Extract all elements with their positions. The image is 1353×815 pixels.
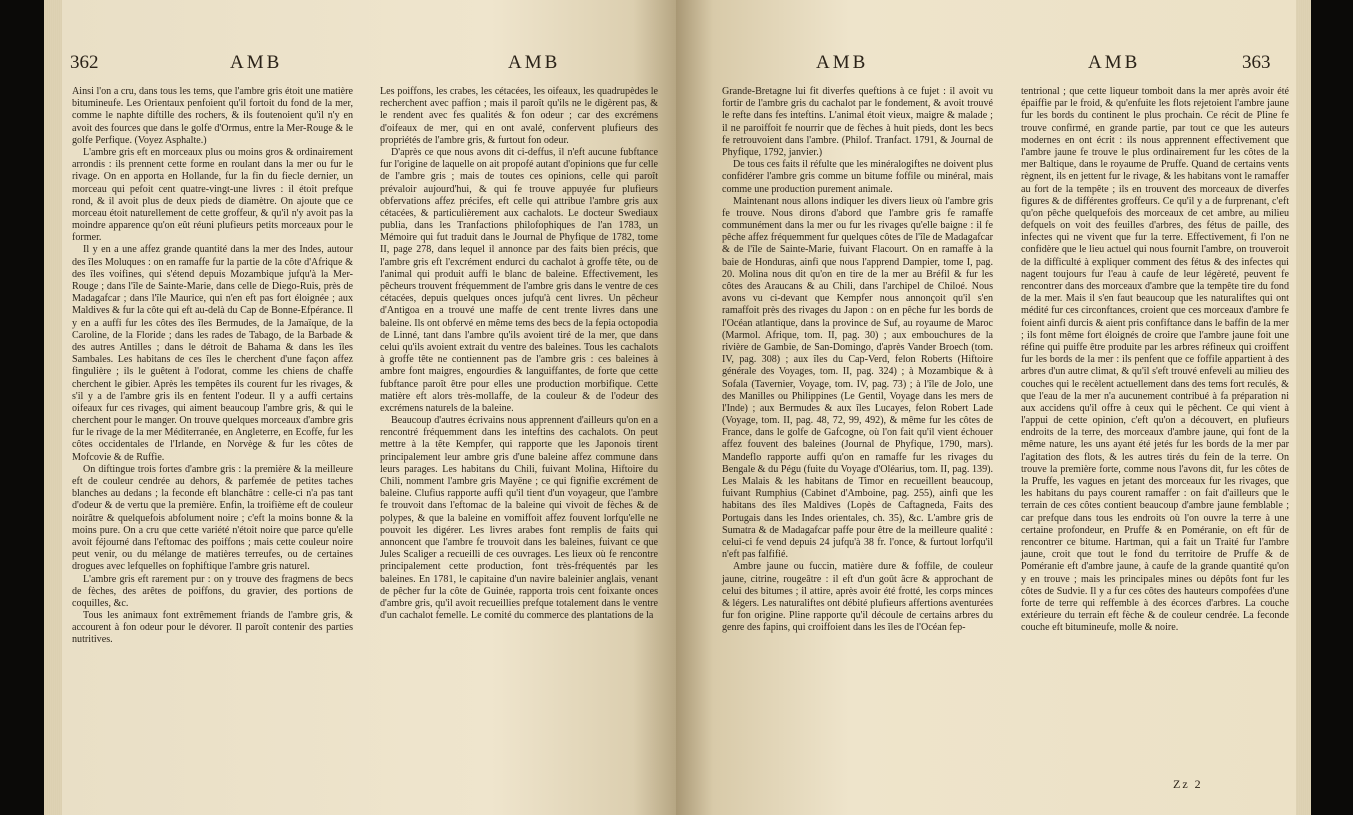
paragraph: D'après ce que nous avons dit ci-deffus, il n'eft aucune fubftance fur l'origine de laquelle on ait propofé autant d'opinions que fur celle de l'ambre gris ; mais de toutes ces opinions, celle qui paroît prévaloir aujourd'hui, & qui fe trouve appuyée fur plufieurs obfervations affez précifes, eft celle qui attribue l'ambre gris aux cétacées, & particulièrement aux cachalots. Le docteur Swediaux publia, dans les Tranfactions philofophiques de l'an 1783, un Mémoire qui fut traduit dans le Journal de Phyfique de 1782, tome II, page 278, dans lequel il annonce par des faits bien précis, que l'ambre gris eft l'excrément endurci du cachalot à groffe tête, ou de l'animal qui produit auffi le blanc de baleine. Effectivement, les pêcheurs trouvent fréquemment de l'ambre gris dans le ventre de ces cétacées, depuis quelques onces jufqu'à cent livres. Un pêcheur d'Antigoa en a trouvé une maffe de cent trente livres dans une baleine. Ils ont obfervé en même tems des becs de la fepia octopodia de Linné, tant dans l'ambre qu'ils avoient tiré de la mer, que dans celui qu'ils avoient extrait du ventre des baleines. Tous les cachalots à groffe tête ne contiennent pas de l'ambre gris : ces baleines à ambre font maigres, engourdies & languiffantes, de forte que cette fubftance paroît être pour elles une production morbifique. Cette matière eft alors très-mollaffe, de la couleur & de l'odeur des excrémens naturels de la baleine. (380, 146, 658, 414)
paragraph: Ambre jaune ou fuccin, matière dure & foffile, de couleur jaune, citrine, rougeâtre : il eft d'un goût âcre & approchant de celui des bitumes ; il attire, après avoir été frotté, les corps minces & légers. Les naturaliftes ont débité plufieurs affertions aventurées fur fon origine. Pline rapporte qu'il découle de certains arbres du genre des fapins, qui croiffoient dans les îles de l'Océan fep- (722, 561, 993, 634)
running-head: AMB (230, 52, 283, 73)
running-head: AMB (816, 52, 869, 73)
paragraph: De tous ces faits il réfulte que les minéralogiftes ne doivent plus confidérer l'ambre gris comme un bitume foffile ou minéral, mais comme une production purement animale. (722, 159, 993, 195)
paragraph: Il y en a une affez grande quantité dans la mer des Indes, autour des îles Moluques : on en ramaffe fur la partie de la côte d'Afrique & des îles voifines, qui s'étend depuis Mozambique jufqu'à la Mer-Rouge ; dans l'île de Sainte-Marie, dans celle de Diego-Ruis, près de Madagafcar ; dans l'île Maurice, qui n'en eft pas fort éloignée ; aux Maldives & fur la côte qui eft au-delà du Cap de Bonne-Efpérance. Il y en a auffi fur les côtes des îles Bermudes, de la Jamaïque, de la Caroline, de la Floride ; dans les rades de Tabago, de la Barbade & des autres Antilles ; dans le détroit de Bahama & dans les îles Sambales. Les habitans de ces îles le cherchent d'une façon affez fingulière ; ils le guêtent à l'odorat, comme les chiens de chaffe cherchent le gibier. Après les tempêtes ils courent fur les rivages, & s'il y a de l'ambre gris ils en fentent l'odeur. Il y a auffi certains oifeaux fur ces rivages, qui aiment beaucoup l'ambre gris, & qui le cherchent pour le manger. On trouve quelques morceaux d'ambre gris fur le rivage de la mer Méditerranée, en Angleterre, en Ecoffe, fur les côtes occidentales de l'Irlande, en Norvège & fur les côtes de Mofcovie & de Ruffie. (72, 244, 353, 463)
paragraph: L'ambre gris eft rarement pur : on y trouve des fragmens de becs de fèches, des arêtes de poiffons, du gravier, des portions de coquilles, &c. (72, 573, 353, 609)
text-column-4 (1021, 86, 1289, 634)
paragraph: Ainsi l'on a cru, dans tous les tems, que l'ambre gris étoit une matière bitumineufe. Les Orientaux penfoient qu'il fortoit du fond de la mer, comme le naphte diftille des rochers, & ils foutenoient qu'il n'y en avoit des fources que dans le golfe d'Ormus, entre la Mer-Rouge & le golfe Perfique. (Voyez Asphalte.) (72, 86, 353, 146)
right-page (676, 0, 1296, 815)
paragraph: Tous les animaux font extrêmement friands de l'ambre gris, & accourent à fon odeur pour le dévorer. Il paroît contenir des parties nutritives. (72, 610, 353, 646)
paragraph: tentrional ; que cette liqueur tomboit dans la mer après avoir été épaiffie par le froid, & qu'enfuite les flots rejetoient l'ambre jaune fur les bords du continent le plus prochain. Ce récit de Pline fe trouve confirmé, en grande partie, par tout ce que les auteurs modernes en ont écrit : ils nous apprennent effectivement que l'ambre jaune fe trouve le plus ordinairement fur les côtes de la mer Baltique, dans le royaume de Pruffe. Quand de certains vents règnent, ils en jettent fur le rivage, & les habitans vont le ramaffer au fort de la tempête ; ils en trouvent des morceaux de diverfes figures & de différentes groffeurs. Ce qu'il y a de furprenant, c'eft qu'on pêche quelquefois des morceaux de cet ambre, au milieu defquels on voit des feuilles d'arbres, des fétus de paille, des infectes qui ne vivent que fur la terre. Effectivement, fi l'on ne confidère que le lieu actuel qui nous fournit l'ambre, on trouveroit de la difficulté à expliquer comment des fétus & des infectes qui nagent toujours fur l'eau à caufe de leur légèreté, peuvent fe rencontrer dans des morceaux d'ambre que la tempête tire du fond de la mer. Mais il s'en faut beaucoup que les naturaliftes qui ont médité fur ces circonftances, croient que ces morceaux d'ambre fe foient ainfi durcis & aient pris confiftance dans le baffin de la mer ; ils font même fort éloignés de croire que l'ambre jaune foit une réfine qui puiffe être produite par les arbres réfineux qui croiffent fur les bords de la mer : ils penfent que ce foffile appartient à des arbres d'un autre climat, & qu'il s'eft trouvé enfeveli au milieu des couches qui le recèlent actuellement dans des tems fort reculés, & que l'eau de la mer n'a aucunement contribué à fa préparation ni aux accidens qu'il offre à ceux qui le pêchent. Ce qui vient à l'appui de cette opinion, c'eft qu'on a découvert, en plufieurs endroits de la terre, des morceaux d'ambre jaune, qui font de la même nature, les uns ayant été jetés fur les bords de la mer par l'agitation des flots, & les autres tirés du fein de la terre. On trouve la première forte, comme nous l'avons dit, fur les côtes de la Pruffe, les vagues en jetant des morceaux fur les rivages, que les habitans du pays courent ramaffer : on fait d'ailleurs que le terrain de ces côtes contient beaucoup d'ambre jaune femblable ; car prefque dans tous les endroits où l'on ouvre la terre à une certaine profondeur, en Pruffe & en Poméranie, on eft fûr de rencontrer ce bitume. Hartman, qui a fait un Traité fur l'ambre jaune, croit que tout le fond du territoire de Pruffe & de Poméranie eft d'ambre jaune, à caufe de la grande quantité qu'on y en trouve ; mais les principales mines ou dépôts font fur les côtes de Sudvie. Il y a fur ces côtes des hauteurs compofées d'une forte de terre qui reffemble à des écorces d'arbres. La couche extérieure du terrain eft fèche & de couleur cendrée. La feconde couche eft bitumineufe, molle & noire. (1021, 86, 1289, 634)
paragraph: On diftingue trois fortes d'ambre gris : la première & la meilleure eft de couleur cendrée au dehors, & parfemée de petites taches blanches au dedans ; la feconde eft blanchâtre : celle-ci n'a pas tant d'odeur & de vertu que la première. Enfin, la troifième eft de couleur noirâtre & quelquefois abfolument noire ; c'eft la moins bonne & la moins pure. On a cru que cette variété n'étoit noire que parce qu'elle avoit féjourné dans l'eftomac des poiffons ; mais cette couleur noire peut venir, ou du mélange de matières terreufes, ou de certaines drogues avec lefquelles on fophiftique l'ambre gris naturel. (72, 463, 353, 573)
paragraph: Grande-Bretagne lui fit diverfes queftions à ce fujet : il avoit vu fortir de l'ambre gris du cachalot par le fondement, & avoit trouvé le refte dans fes inteftins. L'animal étoit vieux, maigre & malade ; il ne paroiffoit fe nourrir que de fèches à huit pieds, dont les becs fe retrouvoient dans l'ambre. (Philof. Tranfact. 1791, & Journal de Phyfique, 1792, janvier.) (722, 86, 993, 158)
paragraph: L'ambre gris eft en morceaux plus ou moins gros & ordinairement arrondis : ils prennent cette forme en roulant dans la mer ou fur le rivage. On en apporta en Hollande, fur la fin du fiecle dernier, un morceau qui pefoit cent quatre-vingt-une livres : il étoit prefque rond, & il avoit plus de deux pieds de diamètre. On ajoute que ce morceau étoit naturellement de cette groffeur, & qu'il n'y avoit pas la moindre apparence qu'on eût réuni plufieurs petits morceaux pour le former. (72, 146, 353, 244)
page-number: 363 (1242, 52, 1271, 73)
text-column-3 (722, 86, 993, 634)
paragraph: Les poiffons, les crabes, les cétacées, les oifeaux, les quadrupèdes le recherchent avec paffion ; mais il paroît qu'ils ne le digèrent pas, & le rendent avec fes qualités & fon odeur ; car des excrémens d'oifeaux de mer, qui en ont avalé, confervent plufieurs des propriétés de l'ambre gris, & furtout fon odeur. (380, 86, 658, 146)
paragraph: Beaucoup d'autres écrivains nous apprennent d'ailleurs qu'on en a rencontré fréquemment dans les inteftins des cachalots. On peut mettre à la tête Kempfer, qui rapporte que les Japonois tirent principalement leur ambre gris d'une baleine affez commune dans leurs parages. Les habitans du Chili, fuivant Molina, Hiftoire du Chili, nomment l'ambre gris Mayëne ; ce qui fignifie excrément de baleine. Clufius rapporte auffi qu'il tient d'un voyageur, que l'ambre fe trouvoit dans l'eftomac de la baleine qui vivoit de fèches & de polypes, & que la baleine en vomiffoit affez fouvent lorfqu'elle ne pouvoit les digérer. Les livres arabes font remplis de faits qui annoncent que l'ambre fe trouvoit dans les baleines, fuivant ce que Jules Scaliger a recueilli de ces ouvrages. Les lieux où fe rencontre principalement cette production, font très-fréquentés par les baleines. En 1781, le capitaine d'un navire baleinier anglais, venant de pêcher fur la côte de Guinée, rapporta trois cent foixante onces d'ambre gris, qu'il avoit recueillies prefque totalement dans le ventre d'un cachalot femelle. Le comité du commerce des plantations de la (380, 415, 658, 622)
left-page (62, 0, 676, 815)
text-column-1 (72, 86, 353, 647)
signature-mark: Zz 2 (1173, 777, 1203, 791)
running-head: AMB (1088, 52, 1141, 73)
paragraph: Maintenant nous allons indiquer les divers lieux où l'ambre gris fe trouve. Nous dirons d'abord que l'ambre gris fe ramaffe communément dans la mer ou fur les rivages qu'elle baigne : il fe pêche affez fréquemment fur quelques côtes de l'île de Madagafcar & de l'île de Sainte-Marie, fuivant Flacourt. On en ramaffe à la baie de Honduras, ainfi que nous l'apprend Dampier, tome I, pag. 20. Molina nous dit qu'on en tire de la mer au Bréfil & fur les côtes des Araucans & au Chili, dans l'archipel de Chiloé. Nous avons vu ci-devant que Kempfer nous annonçoit qu'il s'en ramaffoit près des rivages du Japon : on en pêche fur les bords de l'Océan atlantique, dans la province de Suf, au royaume de Maroc (Marmol. Afrique, tom. II, pag. 30) ; aux embouchures de la rivière de Gambie, de San-Domingo, d'après Vander Broech (tom. IV, pag. 308) ; aux îles du Cap-Verd, felon Roberts (Hiftoire générale des Voyages, tom. II, pag. 324) ; à Mozambique & à Sofala (Tavernier, Voyage, tom. IV, pag. 73) ; à l'île de Jolo, une des Manilles ou Philippines (Le Gentil, Voyage dans les mers de l'Inde) ; aux Bermudes & aux îles Lucayes, felon Robert Lade (Voyage, tom. II, pag. 48, 72, 99, 492), & même fur les côtes de France, dans le golfe de Gafcogne, où l'on fait qu'il vient échouer affez fouvent des baleines (Journal de Phyfique, 1790, mars). Mandeflo rapporte auffi qu'on en ramaffe fur les rivages du Bengale & du Pégu (fuite du Voyage d'Oléarius, tom. II, pag. 139). Les Malais & les habitans de Timor en recueillent beaucoup, fuivant Rumphius (Cabinet d'Amboine, pag. 255), ainfi que les habitans des îles Maldives (Lopès de Caftagneda, Faits des Portugais dans les Indes orientales, ch. 35), &c. L'ambre gris de Sumatra & de Madagafcar paffe pour être de la meilleure qualité : celui-ci fe vend depuis 24 jufqu'à 38 fr. l'once, & furtout lorfqu'il n'eft pas falfifié. (722, 195, 993, 561)
running-head: AMB (508, 52, 561, 73)
left-page-edge (44, 0, 62, 815)
text-column-2 (380, 86, 658, 622)
right-page-edge (1296, 0, 1311, 815)
page-number: 362 (70, 52, 99, 73)
